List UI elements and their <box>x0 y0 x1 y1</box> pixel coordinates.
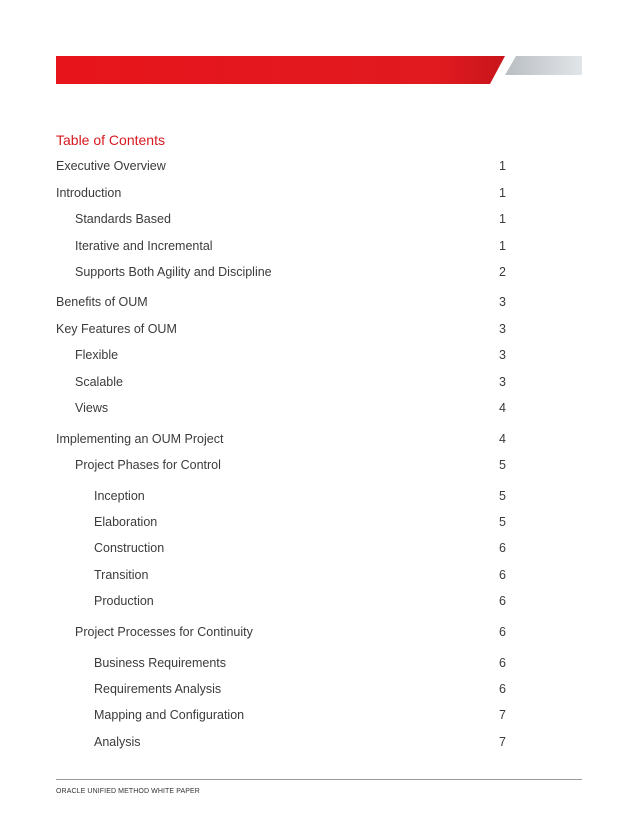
toc-entry-business-requirements[interactable] <box>0 656 638 674</box>
toc-entry-agility-and-discipline[interactable] <box>0 265 638 283</box>
toc-entry-label: Transition <box>94 568 149 582</box>
toc-entry-label: Standards Based <box>75 212 171 226</box>
footer-divider <box>56 779 582 780</box>
toc-entry-benefits-of-oum[interactable] <box>0 295 638 313</box>
toc-entry-page: 1 <box>499 186 506 200</box>
banner-gray-stripe <box>505 56 582 75</box>
toc-entry-page: 6 <box>499 625 506 639</box>
toc-entry-label: Implementing an OUM Project <box>56 432 224 446</box>
toc-entry-introduction[interactable] <box>0 186 638 204</box>
toc-entry-project-phases-for-control[interactable] <box>0 458 638 476</box>
toc-entry-label: Supports Both Agility and Discipline <box>75 265 272 279</box>
toc-entry-label: Project Phases for Control <box>75 458 221 472</box>
toc-entry-page: 6 <box>499 682 506 696</box>
toc-entry-elaboration[interactable] <box>0 515 638 533</box>
toc-entry-analysis[interactable] <box>0 735 638 753</box>
toc-entry-page: 5 <box>499 515 506 529</box>
toc-entry-page: 6 <box>499 656 506 670</box>
toc-entry-views[interactable] <box>0 401 638 419</box>
toc-entry-page: 7 <box>499 708 506 722</box>
toc-entry-page: 3 <box>499 322 506 336</box>
toc-title: Table of Contents <box>56 132 165 148</box>
toc-entry-page: 4 <box>499 401 506 415</box>
banner-graphic <box>0 0 638 90</box>
toc-entry-standards-based[interactable] <box>0 212 638 230</box>
toc-entry-label: Iterative and Incremental <box>75 239 213 253</box>
toc-entry-production[interactable] <box>0 594 638 612</box>
toc-entry-label: Business Requirements <box>94 656 227 670</box>
toc-entry-scalable[interactable] <box>0 375 638 393</box>
toc-entry-page: 3 <box>499 348 506 362</box>
toc-entry-label: Requirements Analysis <box>94 682 222 696</box>
toc-entry-page: 1 <box>499 239 506 253</box>
toc-entry-page: 1 <box>499 159 506 173</box>
toc-entry-label: Project Processes for Continuity <box>75 625 253 639</box>
toc-entry-label: Construction <box>94 541 165 555</box>
toc-entry-flexible[interactable] <box>0 348 638 366</box>
toc-entry-label: Scalable <box>75 375 123 389</box>
toc-entry-label: Introduction <box>56 186 122 200</box>
toc-entry-transition[interactable] <box>0 568 638 586</box>
banner-red-stripe <box>56 56 505 84</box>
toc-entry-page: 3 <box>499 295 506 309</box>
toc-entry-iterative-and-incremental[interactable] <box>0 239 638 257</box>
toc-entry-label: Mapping and Configuration <box>94 708 245 722</box>
toc-entry-page: 6 <box>499 541 506 555</box>
toc-entry-executive-overview[interactable] <box>0 159 638 177</box>
toc-entry-page: 3 <box>499 375 506 389</box>
toc-entry-page: 6 <box>499 568 506 582</box>
toc-entry-construction[interactable] <box>0 541 638 559</box>
toc-entry-page: 7 <box>499 735 506 749</box>
toc-entry-label: Views <box>75 401 109 415</box>
toc-entry-label: Benefits of OUM <box>56 295 148 309</box>
toc-entry-label: Analysis <box>94 735 141 749</box>
toc-entry-label: Elaboration <box>94 515 158 529</box>
toc-entry-label: Executive Overview <box>56 159 166 173</box>
toc-entry-label: Production <box>94 594 154 608</box>
toc-entry-page: 5 <box>499 489 506 503</box>
toc-entry-key-features-of-oum[interactable] <box>0 322 638 340</box>
header-banner <box>0 0 638 90</box>
toc-entry-mapping-and-configuration[interactable] <box>0 708 638 726</box>
toc-entry-label: Inception <box>94 489 145 503</box>
toc-entry-page: 5 <box>499 458 506 472</box>
toc-entry-project-processes-for-continuity[interactable] <box>0 625 638 643</box>
toc-entry-inception[interactable] <box>0 489 638 507</box>
toc-entry-page: 1 <box>499 212 506 226</box>
toc-entry-label: Key Features of OUM <box>56 322 177 336</box>
toc-entry-page: 6 <box>499 594 506 608</box>
toc-entry-label: Flexible <box>75 348 119 362</box>
toc-entry-implementing-an-oum-project[interactable] <box>0 432 638 450</box>
footer-text: ORACLE UNIFIED METHOD WHITE PAPER <box>56 788 200 795</box>
toc-entry-requirements-analysis[interactable] <box>0 682 638 700</box>
toc-entry-page: 4 <box>499 432 506 446</box>
toc-entry-page: 2 <box>499 265 506 279</box>
